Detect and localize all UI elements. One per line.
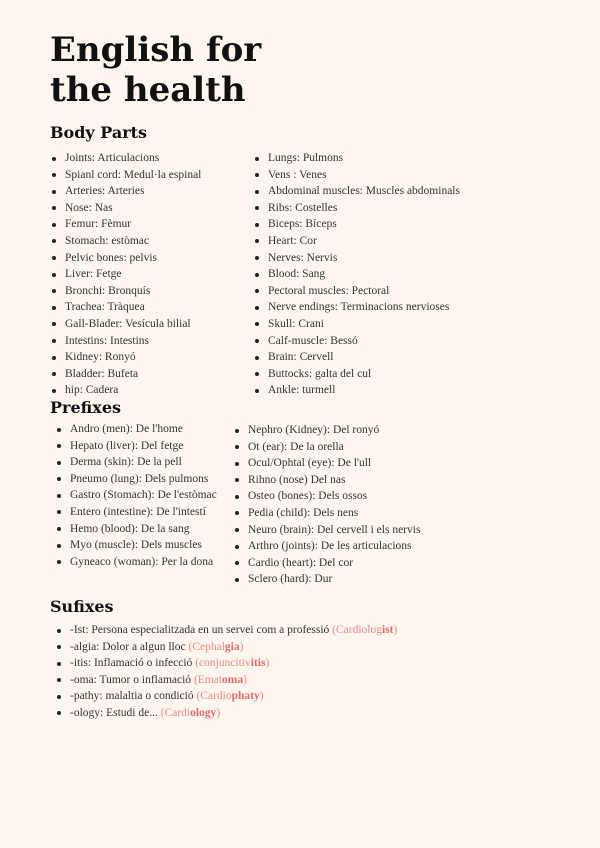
suffix-item — [55, 688, 397, 705]
list-item: Liver: Fetge — [50, 266, 201, 283]
list-item: Nerve endings: Terminacions nervioses — [253, 299, 460, 316]
list-item: Neuro (brain): Del cervell i els nervis — [233, 522, 420, 539]
list-item: Hepato (liver): Del fetge — [55, 438, 217, 455]
list-item: Bladder: Bufeta — [50, 366, 201, 383]
list-item: Nephro (Kidney): Del ronyó — [233, 422, 420, 439]
list-item: Biceps: Bíceps — [253, 216, 460, 233]
example-suffix-highlight: itis — [250, 657, 266, 669]
prefixes-list-right — [233, 422, 420, 588]
suffix-example — [194, 674, 247, 686]
body-parts-list-left — [50, 150, 201, 399]
example-suffix-highlight: phaty — [231, 690, 260, 702]
suffixes-list — [55, 622, 397, 721]
suffix-example — [188, 641, 243, 653]
list-item: hip: Cadera — [50, 382, 201, 399]
list-item: Nerves: Nervis — [253, 250, 460, 267]
suffix-example — [196, 690, 263, 702]
document-title — [50, 30, 450, 110]
title-line-1: English for — [50, 30, 262, 70]
example-close: ) — [243, 673, 247, 686]
suffix-item — [55, 622, 397, 639]
body-parts-list-right — [253, 150, 460, 399]
prefixes-heading: Prefixes — [50, 398, 121, 417]
example-suffix-highlight: gia — [224, 640, 240, 653]
example-prefix: (conjuncitiv — [195, 657, 251, 669]
example-prefix: (Cardiolog — [332, 624, 382, 636]
list-item: Ot (ear): De la orella — [233, 439, 420, 456]
list-item: Cardio (heart): Del cor — [233, 555, 420, 572]
example-close: ) — [393, 624, 398, 636]
list-item: Entero (intestine): De l'intestí — [55, 504, 217, 521]
list-item: Intestins: Intestins — [50, 333, 201, 350]
example-suffix-highlight: ist — [382, 624, 394, 636]
list-item: Calf-muscle: Bessó — [253, 333, 460, 350]
suffix-definition: -itis: Inflamació o infecció — [70, 657, 196, 669]
list-item: Buttocks: galta del cul — [253, 366, 460, 383]
list-item: Stomach: estòmac — [50, 233, 201, 250]
list-item: Rihno (nose) Del nas — [233, 472, 420, 489]
example-prefix: (Cardio — [196, 690, 232, 702]
suffix-definition: -ology: Estudi de... — [70, 706, 161, 719]
list-item: Sclero (hard): Dur — [233, 571, 420, 588]
list-item: Bronchi: Bronquís — [50, 283, 201, 300]
list-item: Gyneaco (woman): Per la dona — [55, 554, 217, 571]
suffix-definition: -algia: Dolor a algun lloc — [70, 640, 189, 653]
list-item: Abdominal muscles: Muscles abdominals — [253, 183, 460, 200]
suffix-item — [55, 672, 397, 689]
example-suffix-highlight: oma — [222, 673, 244, 686]
list-item: Derma (skin): De la pell — [55, 454, 217, 471]
list-item: Myo (muscle): Dels muscles — [55, 537, 217, 554]
list-item: Skull: Crani — [253, 316, 460, 333]
suffix-definition: -pathy: malaltia o condició — [70, 690, 197, 702]
example-close: ) — [265, 657, 270, 669]
example-close: ) — [216, 706, 221, 719]
list-item: Trachea: Tràquea — [50, 299, 201, 316]
list-item: Pectoral muscles: Pectoral — [253, 283, 460, 300]
list-item: Pneumo (lung): Dels pulmons — [55, 471, 217, 488]
suffix-example — [195, 657, 269, 669]
suffix-example — [332, 624, 397, 636]
list-item: Pedia (child): Dels nens — [233, 505, 420, 522]
list-item: Ribs: Costelles — [253, 200, 460, 217]
list-item: Osteo (bones): Dels ossos — [233, 488, 420, 505]
suffix-definition: -Ist: Persona especialitzada en un servei com a professió — [70, 624, 333, 636]
title-line-2: the health — [50, 70, 246, 110]
list-item: Blood: Sang — [253, 266, 460, 283]
suffix-definition: -oma: Tumor o inflamació — [70, 673, 194, 686]
list-item: Pelvic bones: pelvis — [50, 250, 201, 267]
list-item: Arthro (joints): De les articulacions — [233, 538, 420, 555]
suffixes-heading: Sufixes — [50, 597, 114, 616]
list-item: Gastro (Stomach): De l'estòmac — [55, 487, 217, 504]
suffix-example — [161, 707, 220, 719]
example-close: ) — [259, 690, 264, 702]
list-item: Gall-Blader: Vesícula bilial — [50, 316, 201, 333]
list-item: Lungs: Pulmons — [253, 150, 460, 167]
body-parts-heading: Body Parts — [50, 123, 148, 142]
list-item: Arteries: Arteries — [50, 183, 201, 200]
suffix-item — [55, 655, 397, 672]
list-item: Nose: Nas — [50, 200, 201, 217]
list-item: Vens : Venes — [253, 167, 460, 184]
list-item: Brain: Cervell — [253, 349, 460, 366]
list-item: Andro (men): De l'home — [55, 421, 217, 438]
example-suffix-highlight: ology — [190, 706, 217, 719]
prefixes-list-left — [55, 421, 217, 570]
example-prefix: (Cephal — [188, 640, 225, 653]
list-item: Femur: Fèmur — [50, 216, 201, 233]
list-item: Heart: Cor — [253, 233, 460, 250]
suffix-item — [55, 705, 397, 722]
example-prefix: (Cardi — [160, 706, 191, 719]
list-item: Ocul/Ophtal (eye): De l'ull — [233, 455, 420, 472]
example-prefix: (Emat — [193, 673, 223, 686]
list-item: Joints: Articulacions — [50, 150, 201, 167]
list-item: Spianl cord: Medul·la espinal — [50, 167, 201, 184]
list-item: Kidney: Ronyó — [50, 349, 201, 366]
list-item: Ankle: turmell — [253, 382, 460, 399]
list-item: Hemo (blood): De la sang — [55, 521, 217, 538]
suffix-item — [55, 639, 397, 656]
example-close: ) — [239, 640, 244, 653]
